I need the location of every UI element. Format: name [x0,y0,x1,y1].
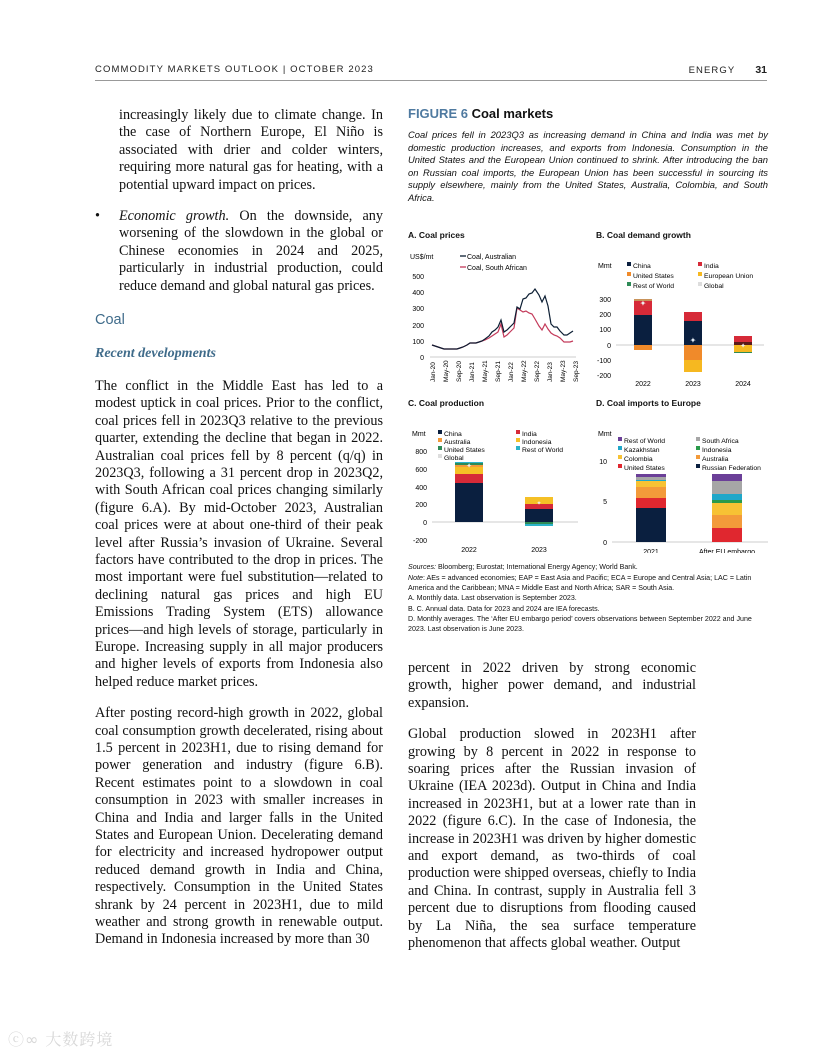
bullet-icon: • [95,208,100,225]
panel-b-title: B. Coal demand growth [596,230,691,240]
svg-text:400: 400 [412,290,424,297]
svg-text:May-22: May-22 [521,360,528,382]
panel-c-title: C. Coal production [408,398,485,408]
note-text: : AEs = advanced economies; EAP = East Asia and Pacific; ECA = Europe and Central Asia; LAC = Latin America and the Caribbean; MNA = Middle East and North Africa; SAR = South Asia. [408,573,752,592]
svg-text:2024: 2024 [735,381,751,388]
svg-text:Jan-20: Jan-20 [430,362,437,382]
svg-text:200: 200 [415,502,427,509]
x-axis-ticks [430,360,580,382]
panel-d-coal-imports-europe [596,398,776,553]
figure-6 [408,106,768,205]
y-axis-label: Mmt [598,431,612,438]
svg-text:2021: 2021 [643,549,659,553]
svg-text:India: India [704,263,719,270]
legend [438,430,563,462]
svg-text:Global: Global [704,283,724,290]
figure-notes [408,562,768,635]
svg-text:2022: 2022 [461,547,477,553]
svg-text:May-20: May-20 [443,360,450,382]
svg-text:May-23: May-23 [560,360,567,382]
line-south-african [432,308,573,349]
paragraph-indonesia-demand: percent in 2022 driven by strong economic growth, higher power demand, and industrial expansion. [408,660,696,711]
svg-text:400: 400 [415,485,427,492]
line-australian [432,289,573,349]
svg-text:200: 200 [599,312,611,319]
svg-text:-200: -200 [596,373,611,380]
svg-text:100: 100 [412,339,424,346]
svg-text:600: 600 [415,467,427,474]
svg-text:500: 500 [412,274,424,281]
svg-text:✦: ✦ [740,343,746,350]
bullet-text: On the downside, any worsening of the slowdown in the global or Chinese economies in 2024 and 2025, particularly in industrial production, could reduce demand and global natural gas prices. [119,208,383,294]
svg-text:100: 100 [599,327,611,334]
svg-text:Colombia: Colombia [624,456,653,463]
svg-text:✦: ✦ [689,336,697,345]
svg-text:Rest of World: Rest of World [624,438,666,445]
figure-name: Coal markets [471,106,554,121]
svg-text:May-21: May-21 [482,360,489,382]
svg-text:Sep-21: Sep-21 [495,361,502,382]
left-column [95,107,383,949]
svg-text:-100: -100 [596,358,611,365]
note-line [408,573,768,593]
paragraph-global-production: Global production slowed in 2023H1 after growing by 8 percent in 2022 in response to soaring prices after the Russian invasion of Ukraine (IEA 2023d). Output in China and India increased in 2023H1, but at a lower rate than in 2022 (figure 6.C). In the case of Indonesia, the increase in 2023H1 was driven by higher domestic and export demand, as two-thirds of coal production were shipped overseas, chiefly to India and China. In contrast, supply in Australia fell 3 percent due to disruptions from flooding caused by La Niña, the sea surface temperature phenomenon that affects global weather. Output [408,726,697,952]
svg-text:2023: 2023 [685,381,701,388]
svg-text:✦: ✦ [536,501,542,507]
y-axis-ticks [413,449,427,545]
svg-text:Jan-23: Jan-23 [547,362,554,382]
svg-text:0: 0 [607,343,611,350]
note-bc: B. C. Annual data. Data for 2023 and 2024 are IEA forecasts. [408,604,600,613]
y-axis-label: Mmt [598,263,612,270]
svg-text:European Union: European Union [704,273,754,280]
note-a: A. Monthly data. Last observation is September 2023. [408,594,577,602]
page-header [95,62,767,81]
publication-title: COMMODITY MARKETS OUTLOOK | OCTOBER 2023 [95,64,374,75]
svg-text:300: 300 [599,297,611,304]
svg-text:Rest of World: Rest of World [633,283,675,290]
figure-subtitle: Coal prices fell in 2023Q3 as increasing demand in China and India was met by domestic production increases, and exports from Indonesia. Consumption in the United States and the European Union continued to shrink. After introducing the ban on Russian coal imports, the European Union has been successful in sourcing its supply elsewhere, mainly from the United States, Australia, Colombia, and South Africa. [408,129,768,203]
svg-text:Kazakhstan: Kazakhstan [624,447,660,454]
svg-text:After EU embargo: After EU embargo [698,549,756,553]
svg-text:200: 200 [412,323,424,330]
svg-text:2022: 2022 [635,381,651,388]
svg-text:United States: United States [624,465,665,472]
svg-text:Indonesia: Indonesia [702,447,732,454]
panel-b-coal-demand-growth [596,230,776,390]
svg-text:800: 800 [415,449,427,456]
sources-label: Sources: [408,563,436,571]
coal-imports-bar-chart [596,408,776,553]
svg-text:China: China [633,263,651,270]
svg-text:Global: Global [444,455,464,462]
svg-text:✦: ✦ [466,463,472,470]
y-axis-ticks [412,274,424,362]
x-axis-ticks [635,381,751,388]
section-label: ENERGY [688,65,736,76]
svg-text:-200: -200 [412,538,427,545]
y-axis-ticks [599,459,607,547]
coal-demand-bar-chart [596,240,776,390]
svg-text:0: 0 [420,355,424,362]
panel-a-title: A. Coal prices [408,230,465,240]
legend [618,437,761,472]
svg-text:United States: United States [444,447,485,454]
panel-c-coal-production [408,398,588,553]
sources-text: Bloomberg; Eurostat; International Energy Agency; World Bank. [436,563,638,571]
svg-text:2023: 2023 [531,547,547,553]
bullet-lead: Economic growth. [119,208,230,225]
coal-production-bar-chart [408,408,588,553]
x-axis-ticks [461,547,547,553]
watermark-logo: ⓒ∞ 大数跨境 [8,1030,114,1049]
section-title: Coal [95,312,125,329]
section-and-page [689,64,767,76]
svg-text:Jan-22: Jan-22 [508,362,515,382]
svg-text:10: 10 [599,459,607,466]
panel-d-title: D. Coal imports to Europe [596,398,701,408]
right-column [408,660,696,953]
y-axis-ticks [597,297,611,380]
y-axis-label: Mmt [412,431,426,438]
svg-text:0: 0 [603,540,607,547]
svg-text:Sep-20: Sep-20 [456,361,463,382]
legend [627,262,753,290]
svg-text:✦: ✦ [639,299,647,308]
svg-text:India: India [522,431,537,438]
svg-text:South Africa: South Africa [702,438,739,445]
paragraph-coal-prices: The conflict in the Middle East has led to a modest uptick in coal prices. Prior to the conflict, coal prices fell in 2023Q3 relative to the previous quarter, extending the decline that began in 2022. Australian coal prices fell by 8 percent (q/q) in 2023Q3, following a 31 percent drop in 2023Q2, with South African coal prices changing similarly (figure 6.A). By mid-October 2023, Australian coal prices were at about one-third of their peak level after Russia’s invasion of Ukraine. Several factors have contributed to the drop in prices. The most important were fuel substitution—related to declining natural gas prices and high EU Emissions Trading System (ETS) allowance prices—and high levels of storage, particularly in Europe. Increasing supply in all major producers and higher levels of exports from Indonesia also helped reduce market prices. [95,377,383,690]
svg-text:Australia: Australia [702,456,729,463]
sources-line [408,562,768,572]
figure-title [408,106,768,121]
page-number: 31 [755,64,767,76]
svg-text:Rest of World: Rest of World [522,447,564,454]
svg-text:Sep-23: Sep-23 [573,361,580,382]
paragraph-continued: increasingly likely due to climate change. In the case of Northern Europe, El Niño is associated with drier and colder winters, requiring more natural gas for heating, with a potential upward impact on prices. [119,107,383,193]
svg-text:5: 5 [603,499,607,506]
subsection-title: Recent developments [95,346,216,362]
bullet-economic-growth [95,208,383,295]
x-axis-ticks [643,549,755,553]
panel-a-coal-prices [408,230,588,390]
svg-text:Sep-22: Sep-22 [534,361,541,382]
paragraph-coal-consumption: After posting record-high growth in 2022, global coal consumption growth decelerated, rising about 1.5 percent in 2023H1, due to rising demand for power generation and industry (figure 6.B). Recent estimates point to a slowdown in coal consumption in 2023 with smaller increases in China and India and larger falls in the United States and European Union. Decelerating demand for electricity and increased hydropower output reduced demand growth in India and China, respectively. Consumption in the United States shrank by 24 percent in 2023H1, due to mild weather and strong growth in renewable output. Demand in Indonesia increased by more than 30 [95,705,383,948]
coal-prices-line-chart [408,240,588,390]
svg-text:300: 300 [412,306,424,313]
legend-south-african: Coal, South African [467,265,527,272]
svg-text:Jan-21: Jan-21 [469,362,476,382]
svg-text:China: China [444,431,462,438]
svg-text:Australia: Australia [444,439,471,446]
legend-australian: Coal, Australian [467,254,517,261]
svg-text:Russian Federation: Russian Federation [702,465,761,472]
svg-text:Indonesia: Indonesia [522,439,552,446]
svg-text:United States: United States [633,273,674,280]
note-d: D. Monthly averages. The ‘After EU embargo period’ covers observations between September 2022 and June 2023. Last observation is June 2023. [408,615,752,633]
y-axis-label: US$/mt [410,254,434,261]
svg-text:0: 0 [423,520,427,527]
note-label: Note [408,573,423,582]
figure-number: FIGURE 6 [408,106,468,121]
